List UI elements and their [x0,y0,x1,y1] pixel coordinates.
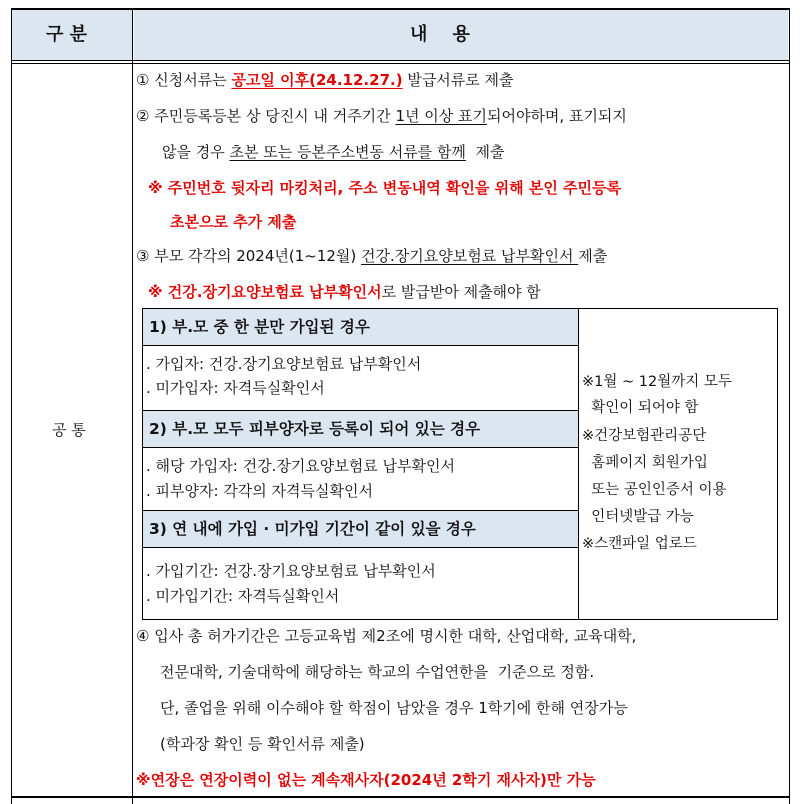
announcement-date: 공고일 이후(24.12.27.) [231,71,403,89]
table-right-border [789,8,790,804]
case-2-line-1: . 해당 가입자: 건강.장기요양보험료 납부확인서 [146,457,455,475]
case-1-title: 1) 부.모 중 한 분만 가입된 경우 [143,309,578,346]
case-2-line-2: . 피부양자: 각각의 자격득실확인서 [146,482,373,500]
item-2-line-1: ② 주민등록등본 상 당진시 내 거주기간 1년 이상 표기되어야하며, 표기되지 [136,107,627,125]
case-3-line-1: . 가입기간: 건강.장기요양보험료 납부확인서 [146,562,436,580]
item-1-number: ① [136,71,150,89]
side-note-line-6: 인터넷발급 가능 [582,509,694,525]
case-1-line-2: . 미가입자: 자격득실확인서 [146,379,325,397]
note-3: ※연장은 연장이력이 없는 계속재사자(2024년 2학기 재사자)만 가능 [136,771,596,789]
header-content: 내 용 [410,24,470,45]
note-2: ※ 건강.장기요양보험료 납부확인서로 발급받아 제출해야 함 [148,283,541,301]
note-1-line-1: ※ 주민번호 뒷자리 마킹처리, 주소 변동내역 확인을 위해 본인 주민등록 [148,179,622,197]
inner-table-divider [578,308,579,620]
item-4-line-3: 단, 졸업을 위해 이수해야 할 학점이 남았을 경우 1학기에 한해 연장가능 [160,699,628,717]
side-note-line-7: ※스캔파일 업로드 [582,536,697,552]
item-4-number: ④ [136,627,150,645]
category-label: 공 통 [52,421,86,439]
header-bottom-border-2 [11,63,790,64]
case-3-line-2: . 미가입기간: 자격득실확인서 [146,587,340,605]
side-note-line-3: ※건강보험관리공단 [582,428,707,444]
case-2-title: 2) 부.모 모두 피부양자로 등록이 되어 있는 경우 [143,410,578,448]
item-4-line-4: (학과장 확인 등 확인서류 제출) [160,735,365,753]
item-1: ① 신청서류는 공고일 이후(24.12.27.) 발급서류로 제출 [136,71,514,89]
side-note-line-5: 또는 공인인증서 이용 [582,482,727,498]
table-left-border [11,8,12,804]
note-1-line-2: 초본으로 추가 제출 [170,213,297,231]
item-4-line-1: ④ 입사 총 허가기간은 고등교육법 제2조에 명시한 대학, 산업대학, 교육대학, [136,627,637,645]
column-divider [132,8,133,804]
item-4-line-2: 전문대학, 기술대학에 해당하는 학교의 수업연한을 기준으로 정함. [160,663,595,681]
header-bottom-border [11,60,790,61]
case-1-line-1: . 가입자: 건강.장기요양보험료 납부확인서 [146,355,422,373]
item-2-line-2: 않을 경우 초본 또는 등본주소변동 서류를 함께 제출 [162,143,505,161]
item-3-number: ③ [136,247,150,265]
case-3-title: 3) 연 내에 가입 · 미가입 기간이 같이 있을 경우 [143,510,578,548]
item-2-number: ② [136,107,150,125]
side-note-line-2: 확인이 되어야 함 [582,400,699,416]
item-3: ③ 부모 각각의 2024년(1~12월) 건강.장기요양보험료 납부확인서 제출 [136,247,608,265]
side-note-line-1: ※1월 ~ 12월까지 모두 [582,374,732,390]
header-category: 구 분 [46,24,88,45]
table-bottom-border [11,796,790,798]
side-note-line-4: 홈페이지 회원가입 [582,455,708,471]
table-top-border [11,8,790,10]
